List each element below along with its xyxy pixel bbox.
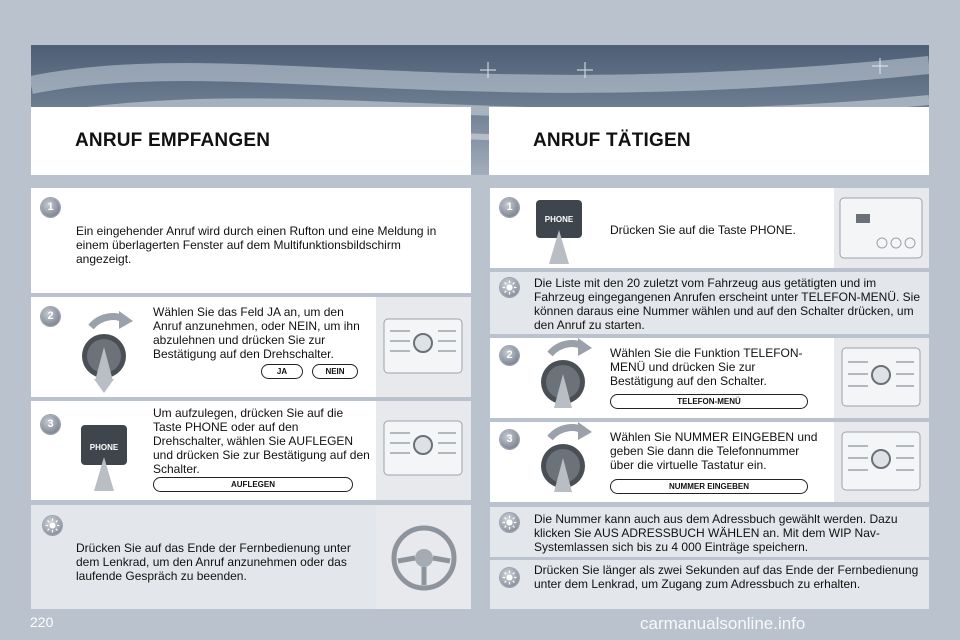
right-tip3-text: Drücken Sie länger als zwei Sekunden auf das Ende der Fernbedienung unter dem Lenkrad, um Zugang zum Adressbuch zu erhalten. [534,563,919,591]
right-step-3-text: Wählen Sie NUMMER EINGEBEN und geben Sie dann die Telefonnummer über die virtuelle Tastatur ein. [610,430,818,472]
phone-key-icon [79,423,131,493]
right-tip2-text: Die Nummer kann auch aus dem Adressbuch gewählt werden. Dazu klicken Sie AUS ADRESSBUCH WÄHLEN an. Mit dem WIP Nav-Systemlassen sich bis zu 4 000 Einträge speichern. [534,512,898,554]
left-step-3-panel [31,401,471,500]
tip-icon [500,278,519,297]
control-panel-image [834,338,929,418]
telefon-menu-button[interactable]: TELEFON-MENÜ [610,394,808,409]
left-step-2-panel [31,297,471,397]
left-step-2-text: Wählen Sie das Feld JA an, um den Anruf anzunehmen, oder NEIN, um ihn abzulehnen und drücken Sie zur Bestätigung auf den Drehschalter. [153,305,360,361]
control-panel-image [834,188,929,268]
step-number-badge: 1 [41,198,60,217]
right-tip3-panel [490,560,929,609]
tip-icon [43,516,62,535]
phone-key-icon [534,198,586,266]
page-title-right: ANRUF TÄTIGEN [533,130,691,151]
left-step-3-text: Um aufzulegen, drücken Sie auf die Taste PHONE oder auf den Drehschalter, wählen Sie AUFLEGEN und drücken Sie zur Bestätigung auf den Schalter. [153,406,370,476]
left-tip-text: Drücken Sie auf das Ende der Fernbedienung unter dem Lenkrad, um den Anruf anzunehmen oder das laufende Gespräch zu beenden. [76,541,351,583]
watermark: carmanualsonline.info [640,614,806,633]
control-panel-image [376,401,471,500]
nummer-eingeben-button[interactable]: NUMMER EINGEBEN [610,479,808,494]
control-panel-image [376,297,471,397]
step-number-badge: 2 [500,346,519,365]
section-title-left [31,107,471,175]
phone-key-label: PHONE [89,443,119,452]
nein-button[interactable]: NEIN [312,364,358,379]
section-title-right [489,107,929,175]
steering-wheel-image [376,505,471,609]
left-step-1-panel [31,188,471,293]
tip-icon [500,513,519,532]
right-tip2-panel [490,507,929,557]
step-number-badge: 2 [41,307,60,326]
left-step-1-text: Ein eingehender Anruf wird durch einen Rufton und eine Meldung in einem überlagerten Fenster auf dem Multifunktionsbildschirm angezeigt. [76,224,437,266]
right-tip1-panel [490,272,929,334]
right-step-2-text: Wählen Sie die Funktion TELEFON-MENÜ und drücken Sie zur Bestätigung auf den Schalter. [610,346,803,388]
step-number-badge: 1 [500,198,519,217]
tip-icon [500,568,519,587]
auflegen-button[interactable]: AUFLEGEN [153,477,353,492]
right-step-3-panel [490,422,929,502]
ja-button[interactable]: JA [261,364,303,379]
right-step-1-panel [490,188,929,268]
rotary-knob-icon [530,422,600,502]
rotary-knob-icon [71,309,141,395]
rotary-knob-icon [530,338,600,418]
phone-key-label: PHONE [544,215,574,224]
page-number: 220 [30,614,54,630]
right-step-1-text: Drücken Sie auf die Taste PHONE. [610,223,796,237]
control-panel-image [834,422,929,502]
step-number-badge: 3 [41,415,60,434]
left-tip-panel [31,505,471,609]
page-title-left: ANRUF EMPFANGEN [75,130,271,151]
right-step-2-panel [490,338,929,418]
right-tip1-text: Die Liste mit den 20 zuletzt vom Fahrzeug aus getätigten und im Fahrzeug eingegangenen Anrufen erscheint unter TELEFON-MENÜ. Sie können daraus eine Nummer wählen und auf den Schalter drücken, um den Anruf zu starten. [534,276,920,332]
step-number-badge: 3 [500,430,519,449]
